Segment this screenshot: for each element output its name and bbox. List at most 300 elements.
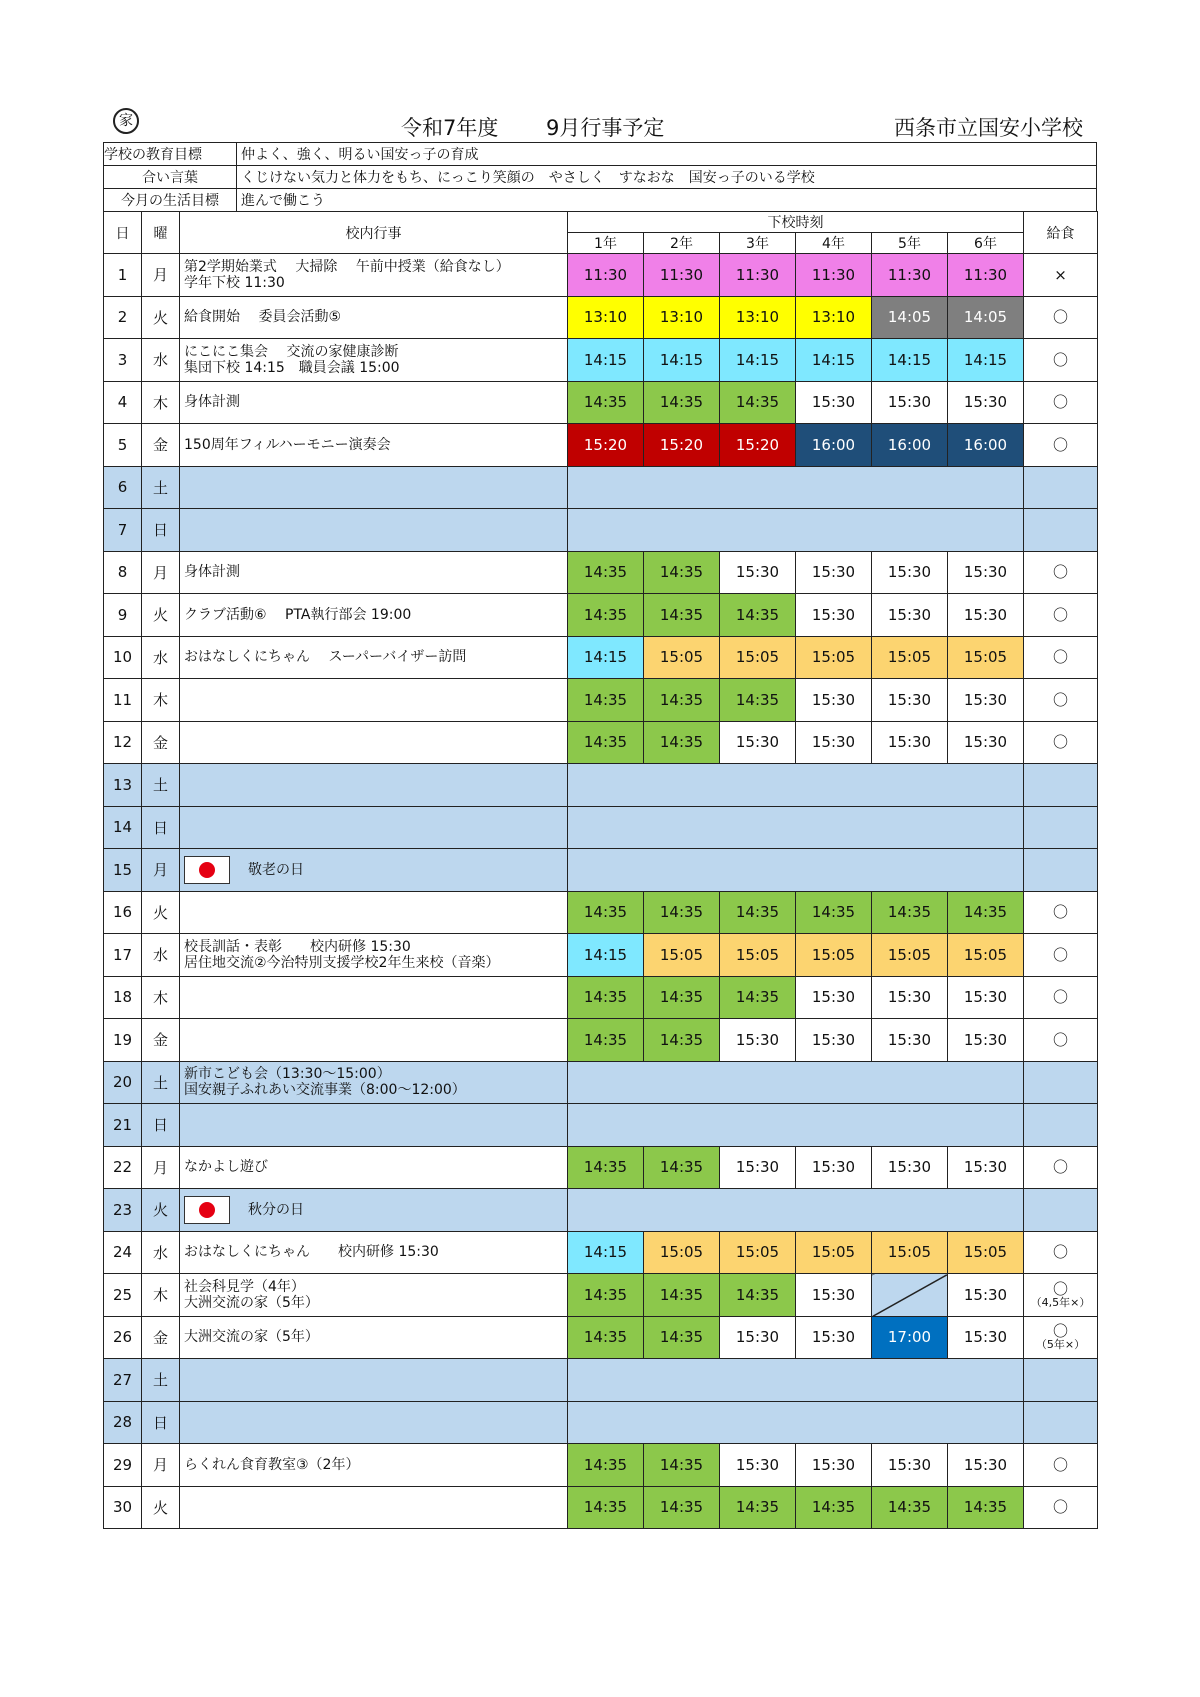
day-cell: 24 — [104, 1231, 142, 1274]
lunch-cell — [1024, 1061, 1098, 1104]
school-logo-icon: 家 — [113, 108, 139, 134]
table-row — [104, 891, 1098, 934]
dismissal-closed-cell — [568, 806, 1024, 849]
dismissal-time-cell: 14:35 — [796, 891, 872, 934]
events-cell — [180, 679, 568, 722]
dismissal-time-cell: 14:35 — [720, 1486, 796, 1529]
monthly-plan-title: 9月行事予定 — [546, 116, 665, 140]
dismissal-time-cell: 15:05 — [948, 1231, 1024, 1274]
page-header — [103, 104, 1097, 142]
col-day: 日 — [104, 212, 142, 254]
info-value: 仲よく、強く、明るい国安っ子の育成 — [237, 143, 1097, 166]
dismissal-closed-cell — [568, 466, 1024, 509]
events-cell — [180, 934, 568, 977]
weekday-cell: 金 — [142, 721, 180, 764]
events-cell — [180, 1104, 568, 1147]
dismissal-time-cell: 14:35 — [644, 976, 720, 1019]
dismissal-time-cell: 11:30 — [948, 254, 1024, 297]
events-cell — [180, 1231, 568, 1274]
weekday-cell: 月 — [142, 1444, 180, 1487]
event-line: 国安親子ふれあい交流事業（8:00～12:00） — [184, 1082, 466, 1099]
lunch-mark: 〇 — [1052, 903, 1068, 922]
dismissal-time-cell: 15:30 — [796, 976, 872, 1019]
col-grade-2: 2年 — [644, 233, 720, 254]
dismissal-time-none — [872, 1274, 948, 1317]
dismissal-time-cell: 14:35 — [568, 1486, 644, 1529]
table-row — [104, 934, 1098, 977]
dismissal-time-cell: 15:30 — [720, 721, 796, 764]
dismissal-time-cell: 14:35 — [568, 1274, 644, 1317]
lunch-mark: 〇 — [1052, 733, 1068, 752]
dismissal-time-cell: 14:15 — [948, 339, 1024, 382]
col-grade-3: 3年 — [720, 233, 796, 254]
day-cell: 3 — [104, 339, 142, 382]
weekday-cell: 土 — [142, 764, 180, 807]
dismissal-time-cell: 15:30 — [872, 1444, 948, 1487]
day-cell: 19 — [104, 1019, 142, 1062]
event-line: クラブ活動⑥ PTA執行部会 19:00 — [184, 606, 412, 623]
dismissal-time-cell: 14:35 — [872, 891, 948, 934]
lunch-mark: 〇 — [1052, 988, 1068, 1007]
events-cell — [180, 466, 568, 509]
dismissal-time-cell: 15:30 — [796, 1444, 872, 1487]
dismissal-time-cell: 14:35 — [568, 1444, 644, 1487]
dismissal-time-cell: 15:30 — [872, 551, 948, 594]
dismissal-time-cell: 14:35 — [720, 381, 796, 424]
table-row — [104, 1019, 1098, 1062]
events-cell — [180, 1444, 568, 1487]
dismissal-time-cell: 15:05 — [948, 636, 1024, 679]
event-line: 身体計測 — [184, 394, 240, 411]
dismissal-time-cell: 14:15 — [720, 339, 796, 382]
dismissal-time-cell: 14:35 — [568, 679, 644, 722]
dismissal-time-cell: 14:05 — [948, 296, 1024, 339]
japan-flag-icon — [184, 1196, 230, 1224]
lunch-mark: 〇 — [1052, 1322, 1068, 1341]
lunch-mark: 〇 — [1052, 1455, 1068, 1474]
dismissal-time-cell: 14:35 — [644, 381, 720, 424]
day-cell: 12 — [104, 721, 142, 764]
dismissal-time-cell: 14:35 — [644, 594, 720, 637]
dismissal-time-cell: 15:30 — [720, 1019, 796, 1062]
event-line: にこにこ集会 交流の家健康診断 — [184, 343, 399, 360]
weekday-cell: 日 — [142, 509, 180, 552]
lunch-mark: 〇 — [1052, 350, 1068, 369]
dismissal-time-cell: 14:15 — [872, 339, 948, 382]
day-cell: 2 — [104, 296, 142, 339]
table-row — [104, 1486, 1098, 1529]
lunch-cell — [1024, 509, 1098, 552]
dismissal-time-cell: 15:30 — [796, 1019, 872, 1062]
dismissal-time-cell: 15:30 — [796, 721, 872, 764]
dismissal-time-cell: 15:05 — [720, 934, 796, 977]
event-line: 新市こども会（13:30～15:00） — [184, 1066, 391, 1083]
day-cell: 18 — [104, 976, 142, 1019]
event-line: 校長訓話・表彰 校内研修 15:30 — [184, 938, 411, 955]
day-cell: 22 — [104, 1146, 142, 1189]
lunch-mark: 〇 — [1052, 945, 1068, 964]
weekday-cell: 火 — [142, 594, 180, 637]
weekday-cell: 月 — [142, 849, 180, 892]
dismissal-time-cell: 14:35 — [644, 1019, 720, 1062]
info-value: 進んで働こう — [237, 189, 1097, 212]
lunch-cell — [1024, 1444, 1098, 1487]
table-row — [104, 636, 1098, 679]
lunch-cell — [1024, 1401, 1098, 1444]
weekday-cell: 月 — [142, 1146, 180, 1189]
holiday-name: 秋分の日 — [248, 1201, 304, 1218]
event-line: 集団下校 14:15 職員会議 15:00 — [184, 359, 400, 376]
info-value: くじけない気力と体力をもち、にっこり笑顔の やさしく すなおな 国安っ子のいる学校 — [237, 166, 1097, 189]
day-cell: 30 — [104, 1486, 142, 1529]
dismissal-time-cell: 13:10 — [644, 296, 720, 339]
dismissal-time-cell: 15:30 — [796, 1274, 872, 1317]
dismissal-time-cell: 15:05 — [796, 636, 872, 679]
events-cell — [180, 339, 568, 382]
dismissal-time-cell: 14:35 — [568, 594, 644, 637]
day-cell: 21 — [104, 1104, 142, 1147]
dismissal-time-cell: 15:30 — [948, 679, 1024, 722]
dismissal-time-cell: 17:00 — [872, 1316, 948, 1359]
lunch-cell — [1024, 721, 1098, 764]
lunch-cell — [1024, 1274, 1098, 1317]
dismissal-time-cell: 14:35 — [720, 1274, 796, 1317]
dismissal-time-cell: 11:30 — [644, 254, 720, 297]
day-cell: 5 — [104, 424, 142, 467]
dismissal-time-cell: 14:35 — [872, 1486, 948, 1529]
event-line: らくれん食育教室③（2年） — [184, 1456, 360, 1473]
day-cell: 11 — [104, 679, 142, 722]
dismissal-time-cell: 15:30 — [872, 1146, 948, 1189]
dismissal-time-cell: 11:30 — [872, 254, 948, 297]
day-cell: 9 — [104, 594, 142, 637]
table-row — [104, 1274, 1098, 1317]
lunch-mark: 〇 — [1052, 393, 1068, 412]
dismissal-closed-cell — [568, 764, 1024, 807]
day-cell: 28 — [104, 1401, 142, 1444]
day-cell: 25 — [104, 1274, 142, 1317]
table-row — [104, 424, 1098, 467]
dismissal-time-cell: 15:30 — [720, 551, 796, 594]
dismissal-time-cell: 14:35 — [568, 381, 644, 424]
dismissal-time-cell: 13:10 — [796, 296, 872, 339]
lunch-cell — [1024, 551, 1098, 594]
weekday-cell: 土 — [142, 1061, 180, 1104]
schedule-table — [103, 211, 1098, 1529]
lunch-cell — [1024, 1359, 1098, 1402]
dismissal-time-cell: 15:05 — [720, 1231, 796, 1274]
lunch-mark: × — [1054, 265, 1067, 284]
event-line: 大洲交流の家（5年） — [184, 1329, 319, 1346]
weekday-cell: 木 — [142, 679, 180, 722]
event-line: 給食開始 委員会活動⑤ — [184, 309, 342, 326]
col-grade-1: 1年 — [568, 233, 644, 254]
info-label: 今月の生活目標 — [104, 189, 237, 212]
fiscal-year-title: 令和7年度 — [401, 116, 499, 140]
table-row — [104, 679, 1098, 722]
weekday-cell: 金 — [142, 1019, 180, 1062]
weekday-cell: 金 — [142, 424, 180, 467]
events-cell — [180, 764, 568, 807]
dismissal-time-cell: 15:30 — [872, 721, 948, 764]
events-cell — [180, 849, 568, 892]
dismissal-time-cell: 14:35 — [568, 721, 644, 764]
dismissal-time-cell: 14:35 — [796, 1486, 872, 1529]
dismissal-time-cell: 11:30 — [796, 254, 872, 297]
dismissal-time-cell: 15:30 — [872, 976, 948, 1019]
dismissal-time-cell: 14:35 — [568, 551, 644, 594]
event-line: おはなしくにちゃん スーパーバイザー訪問 — [184, 649, 467, 666]
lunch-mark: 〇 — [1052, 648, 1068, 667]
table-row — [104, 806, 1098, 849]
dismissal-time-cell: 15:30 — [948, 1019, 1024, 1062]
weekday-cell: 土 — [142, 466, 180, 509]
lunch-cell — [1024, 891, 1098, 934]
events-cell — [180, 806, 568, 849]
dismissal-time-cell: 13:10 — [568, 296, 644, 339]
dismissal-time-cell: 15:30 — [796, 1316, 872, 1359]
dismissal-time-cell: 15:30 — [872, 594, 948, 637]
weekday-cell: 水 — [142, 636, 180, 679]
event-line: おはなしくにちゃん 校内研修 15:30 — [184, 1244, 439, 1261]
table-row — [104, 849, 1098, 892]
lunch-cell — [1024, 1104, 1098, 1147]
lunch-note: （5年×） — [1035, 1338, 1086, 1352]
dismissal-time-cell: 15:05 — [872, 934, 948, 977]
event-line: なかよし遊び — [184, 1159, 268, 1176]
table-row — [104, 594, 1098, 637]
event-line: 大洲交流の家（5年） — [184, 1294, 319, 1311]
dismissal-time-cell: 11:30 — [720, 254, 796, 297]
events-cell — [180, 1486, 568, 1529]
table-row — [104, 509, 1098, 552]
table-row — [104, 1189, 1098, 1232]
dismissal-closed-cell — [568, 1061, 1024, 1104]
dismissal-time-cell: 15:05 — [796, 1231, 872, 1274]
life-goal-row — [104, 189, 1097, 212]
dismissal-time-cell: 15:30 — [872, 1019, 948, 1062]
table-row — [104, 339, 1098, 382]
lunch-cell — [1024, 1486, 1098, 1529]
japan-flag-icon — [184, 856, 230, 884]
dismissal-closed-cell — [568, 1104, 1024, 1147]
table-row — [104, 1146, 1098, 1189]
lunch-mark: 〇 — [1052, 1243, 1068, 1262]
event-line: 学年下校 11:30 — [184, 274, 285, 291]
dismissal-time-cell: 14:35 — [644, 551, 720, 594]
dismissal-time-cell: 15:05 — [644, 636, 720, 679]
dismissal-time-cell: 14:15 — [644, 339, 720, 382]
col-grade-6: 6年 — [948, 233, 1024, 254]
dismissal-time-cell: 14:35 — [644, 1486, 720, 1529]
event-line: 150周年フィルハーモニー演奏会 — [184, 436, 391, 453]
dismissal-time-cell: 15:30 — [948, 1444, 1024, 1487]
events-cell — [180, 1146, 568, 1189]
weekday-cell: 日 — [142, 1104, 180, 1147]
info-label: 学校の教育目標 — [104, 143, 237, 166]
dismissal-time-cell: 15:30 — [720, 1316, 796, 1359]
weekday-cell: 木 — [142, 1274, 180, 1317]
dismissal-time-cell: 14:35 — [568, 1019, 644, 1062]
col-weekday: 曜 — [142, 212, 180, 254]
school-name: 西条市立国安小学校 — [894, 116, 1083, 140]
day-cell: 27 — [104, 1359, 142, 1402]
dismissal-time-cell: 15:30 — [948, 721, 1024, 764]
weekday-cell: 火 — [142, 891, 180, 934]
holiday-name: 敬老の日 — [248, 861, 304, 878]
events-cell — [180, 636, 568, 679]
dismissal-closed-cell — [568, 1401, 1024, 1444]
weekday-cell: 月 — [142, 254, 180, 297]
day-cell: 8 — [104, 551, 142, 594]
schedule-page — [103, 104, 1097, 1529]
weekday-cell: 火 — [142, 1486, 180, 1529]
lunch-mark: 〇 — [1052, 1030, 1068, 1049]
dismissal-time-cell: 15:30 — [872, 679, 948, 722]
day-cell: 10 — [104, 636, 142, 679]
table-row — [104, 254, 1098, 297]
events-cell — [180, 509, 568, 552]
day-cell: 26 — [104, 1316, 142, 1359]
dismissal-time-cell: 13:10 — [720, 296, 796, 339]
events-cell — [180, 424, 568, 467]
lunch-cell — [1024, 381, 1098, 424]
dismissal-time-cell: 15:30 — [796, 1146, 872, 1189]
weekday-cell: 火 — [142, 1189, 180, 1232]
events-cell — [180, 594, 568, 637]
event-line: 第2学期始業式 大掃除 午前中授業（給食なし） — [184, 258, 510, 275]
dismissal-closed-cell — [568, 1189, 1024, 1232]
motto-row — [104, 166, 1097, 189]
event-line: 身体計測 — [184, 564, 240, 581]
dismissal-time-cell: 14:15 — [568, 339, 644, 382]
dismissal-time-cell: 15:30 — [796, 551, 872, 594]
dismissal-time-cell: 15:05 — [872, 1231, 948, 1274]
dismissal-time-cell: 15:30 — [796, 679, 872, 722]
dismissal-time-cell: 15:30 — [720, 1444, 796, 1487]
info-label: 合い言葉 — [104, 166, 237, 189]
day-cell: 13 — [104, 764, 142, 807]
weekday-cell: 土 — [142, 1359, 180, 1402]
dismissal-time-cell: 14:05 — [872, 296, 948, 339]
events-cell — [180, 1189, 568, 1232]
dismissal-time-cell: 14:35 — [644, 1274, 720, 1317]
lunch-cell — [1024, 976, 1098, 1019]
lunch-mark: 〇 — [1052, 690, 1068, 709]
lunch-cell — [1024, 1146, 1098, 1189]
dismissal-time-cell: 15:30 — [796, 594, 872, 637]
lunch-cell — [1024, 806, 1098, 849]
dismissal-time-cell: 15:30 — [948, 381, 1024, 424]
dismissal-time-cell: 14:35 — [568, 1316, 644, 1359]
dismissal-time-cell: 14:35 — [644, 721, 720, 764]
day-cell: 17 — [104, 934, 142, 977]
table-row — [104, 1444, 1098, 1487]
lunch-cell — [1024, 254, 1098, 297]
events-cell — [180, 1359, 568, 1402]
dismissal-time-cell: 15:30 — [948, 976, 1024, 1019]
table-row — [104, 466, 1098, 509]
col-grade-4: 4年 — [796, 233, 872, 254]
events-cell — [180, 1316, 568, 1359]
weekday-cell: 日 — [142, 1401, 180, 1444]
dismissal-time-cell: 14:15 — [568, 636, 644, 679]
lunch-mark: 〇 — [1052, 1158, 1068, 1177]
dismissal-time-cell: 15:30 — [872, 381, 948, 424]
lunch-mark: 〇 — [1052, 1279, 1068, 1298]
lunch-cell — [1024, 594, 1098, 637]
day-cell: 29 — [104, 1444, 142, 1487]
lunch-cell — [1024, 679, 1098, 722]
events-cell — [180, 296, 568, 339]
weekday-cell: 金 — [142, 1316, 180, 1359]
event-line: 居住地交流②今治特別支援学校2年生来校（音楽） — [184, 954, 500, 971]
weekday-cell: 水 — [142, 339, 180, 382]
lunch-cell — [1024, 466, 1098, 509]
dismissal-closed-cell — [568, 1359, 1024, 1402]
col-lunch: 給食 — [1024, 212, 1098, 254]
school-goals-table — [103, 142, 1097, 212]
dismissal-time-cell: 16:00 — [796, 424, 872, 467]
lunch-cell — [1024, 849, 1098, 892]
col-dismissal: 下校時刻 — [568, 212, 1024, 233]
weekday-cell: 日 — [142, 806, 180, 849]
dismissal-time-cell: 14:35 — [948, 1486, 1024, 1529]
day-cell: 1 — [104, 254, 142, 297]
events-cell — [180, 381, 568, 424]
table-row — [104, 551, 1098, 594]
day-cell: 7 — [104, 509, 142, 552]
day-cell: 14 — [104, 806, 142, 849]
lunch-cell — [1024, 934, 1098, 977]
weekday-cell: 水 — [142, 934, 180, 977]
day-cell: 4 — [104, 381, 142, 424]
table-row — [104, 1316, 1098, 1359]
dismissal-time-cell: 15:30 — [948, 551, 1024, 594]
day-cell: 15 — [104, 849, 142, 892]
dismissal-time-cell: 14:35 — [568, 891, 644, 934]
events-cell — [180, 891, 568, 934]
dismissal-time-cell: 16:00 — [872, 424, 948, 467]
dismissal-time-cell: 11:30 — [568, 254, 644, 297]
events-cell — [180, 254, 568, 297]
lunch-cell — [1024, 1189, 1098, 1232]
dismissal-time-cell: 15:30 — [720, 1146, 796, 1189]
table-row — [104, 296, 1098, 339]
table-row — [104, 764, 1098, 807]
header-row — [104, 212, 1098, 233]
events-cell — [180, 1274, 568, 1317]
table-row — [104, 721, 1098, 764]
lunch-cell — [1024, 424, 1098, 467]
events-cell — [180, 551, 568, 594]
event-line: 社会科見学（4年） — [184, 1278, 305, 1295]
table-row — [104, 976, 1098, 1019]
lunch-mark: 〇 — [1052, 563, 1068, 582]
col-grade-5: 5年 — [872, 233, 948, 254]
col-events: 校内行事 — [180, 212, 568, 254]
dismissal-time-cell: 15:05 — [644, 1231, 720, 1274]
weekday-cell: 水 — [142, 1231, 180, 1274]
dismissal-time-cell: 15:30 — [948, 1274, 1024, 1317]
events-cell — [180, 1401, 568, 1444]
dismissal-time-cell: 15:30 — [948, 1146, 1024, 1189]
dismissal-time-cell: 14:15 — [568, 1231, 644, 1274]
dismissal-time-cell: 16:00 — [948, 424, 1024, 467]
dismissal-time-cell: 15:05 — [872, 636, 948, 679]
events-cell — [180, 721, 568, 764]
dismissal-time-cell: 15:20 — [720, 424, 796, 467]
